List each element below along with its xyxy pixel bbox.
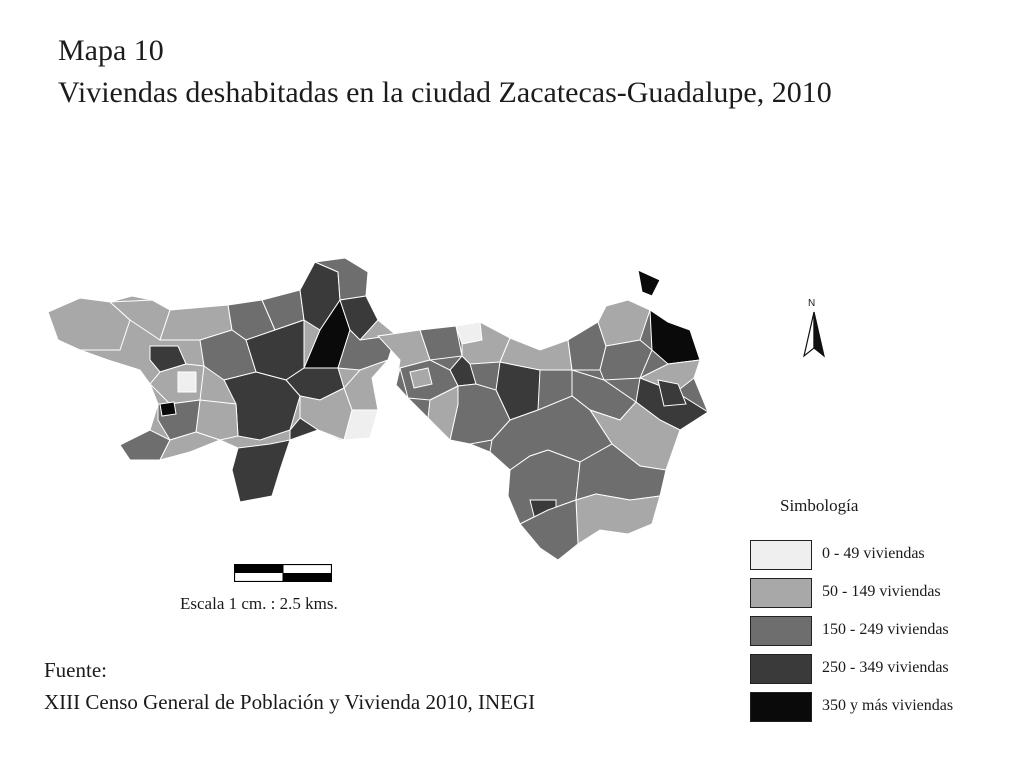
census-regions xyxy=(48,258,708,560)
map-title-line-2: Viviendas deshabitadas en la ciudad Zacatecas-Guadalupe, 2010 xyxy=(58,76,832,109)
map-region xyxy=(160,402,176,416)
north-arrow-icon xyxy=(800,298,828,360)
legend-item-150-249 xyxy=(750,616,1020,648)
legend-item-250-349 xyxy=(750,654,1020,686)
legend-swatch xyxy=(750,692,812,722)
legend-swatch xyxy=(750,654,812,684)
map-region xyxy=(576,494,660,544)
scale-bar xyxy=(234,564,332,582)
legend-label: 250 - 349 viviendas xyxy=(822,659,949,676)
legend-item-350-plus xyxy=(750,692,1020,724)
map-title xyxy=(58,30,832,114)
legend-swatch xyxy=(750,540,812,570)
legend-label: 150 - 249 viviendas xyxy=(822,621,949,638)
legend-item-0-49 xyxy=(750,540,1020,572)
north-arrow xyxy=(800,298,828,360)
map-region xyxy=(410,368,432,388)
map-region xyxy=(178,372,196,392)
legend-label: 350 y más viviendas xyxy=(822,697,954,714)
map-region xyxy=(638,270,660,296)
choropleth-map xyxy=(0,250,720,570)
scale-label: Escala 1 cm. : 2.5 kms. xyxy=(180,594,338,613)
source-heading: Fuente: xyxy=(44,658,107,682)
map-region xyxy=(232,440,290,502)
legend-item-50-149 xyxy=(750,578,1020,610)
legend-swatch xyxy=(750,578,812,608)
source-text: XIII Censo General de Población y Vivienda 2010, INEGI xyxy=(44,690,536,714)
map-title-line-1: Mapa 10 xyxy=(58,34,164,67)
legend-title: Simbología xyxy=(780,496,859,515)
legend-swatch xyxy=(750,616,812,646)
legend-label: 0 - 49 viviendas xyxy=(822,545,925,562)
source-note xyxy=(44,654,535,718)
north-label: N xyxy=(808,298,816,309)
legend-label: 50 - 149 viviendas xyxy=(822,583,941,600)
